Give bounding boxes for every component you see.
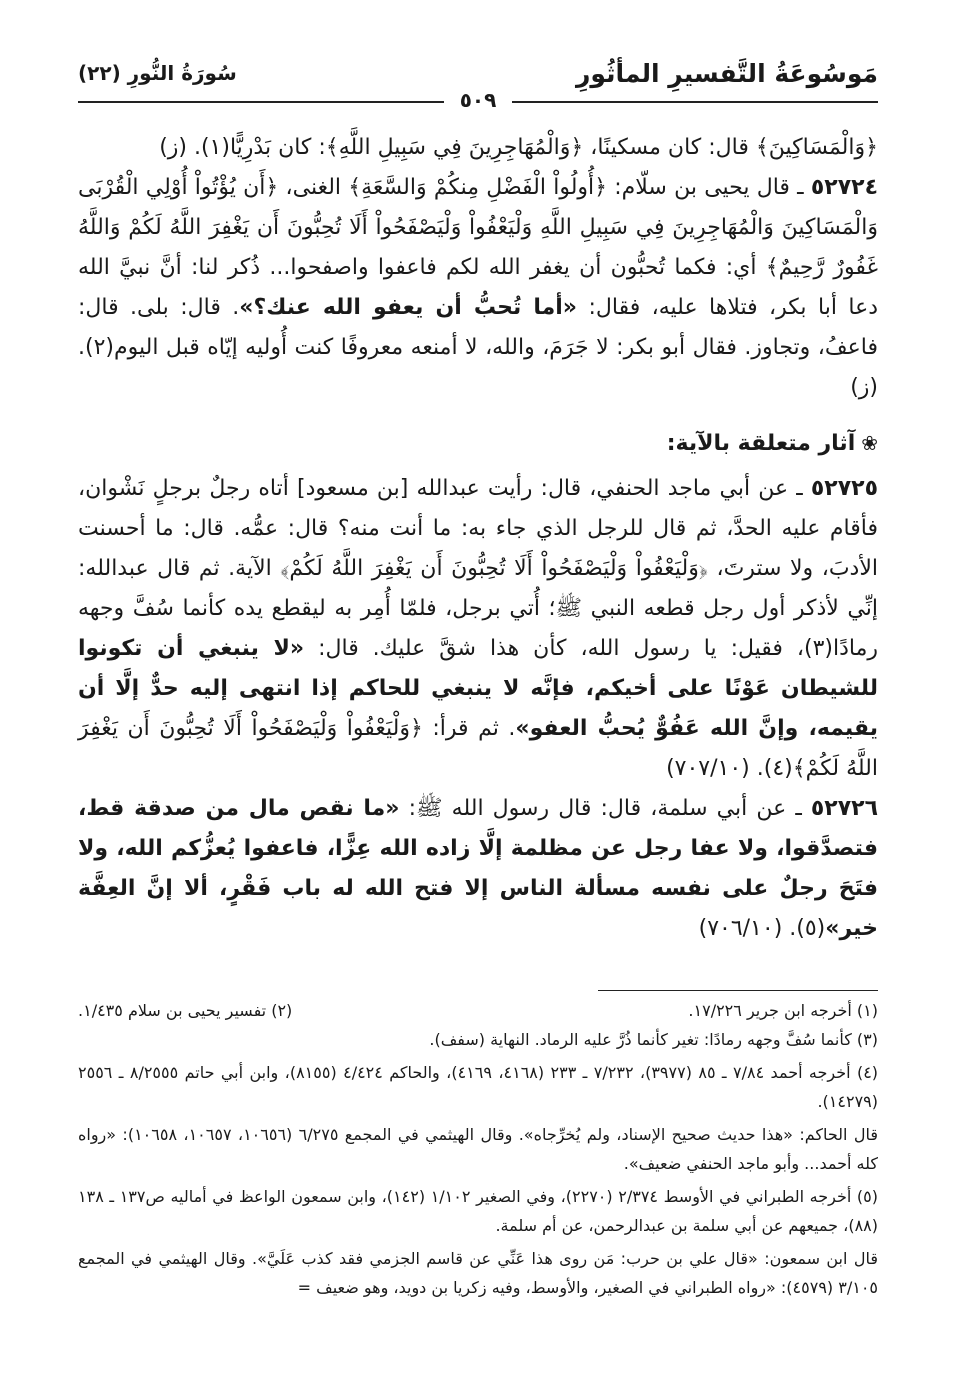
footnote-5: (٥) أخرجه الطبراني في الأوسط ٢/٣٧٤ (٢٢٧٠)، وفي الصغير ١/١٠٢ (١٤٢)، وابن سمعون الواعظ في أماليه ص١٣٧ ـ ١٣٨ (٨٨)، جميعهم عن أبي سلمة بن عبدالرحمن، عن أم سلمة.: [78, 1187, 879, 1235]
hadith-quote: «لا ينبغي أن تكونوا للشيطان عَوْنًا على أخيكم، فإنَّه لا ينبغي للحاكم إذا انتهى إليه حدٌّ إلَّا أن يقيمه، وإنَّ الله عَفُوٌّ يُحبُّ العفو»: [78, 636, 878, 741]
narration-text: ـ عن أبي سلمة، قال: قال رسول الله ﷺ:: [399, 796, 811, 821]
narration-text-end: . ثم قرأ: ﴿وَلْيَعْفُواْ وَلْيَصْفَحُواْ أَلَا تُحِبُّونَ أَن يَغْفِرَ اللَّهُ لَكُمْ﴾(٤). (٧٠٧/١٠): [78, 716, 878, 781]
main-text: [78, 128, 878, 949]
footnote-4: (٤) أخرجه أحمد ٧/٨٤ ـ ٨٥ (٣٩٧٧)، ٧/٢٣٢ ـ ٢٣٣ (٤١٦٨، ٤١٦٩)، والحاكم ٤/٤٢٤ (٨١٥٥)، وابن أبي حاتم ٨/٢٥٥٥ ـ ٢٥٥٦ (١٤٢٧٩).: [78, 1063, 879, 1111]
footnote-4-note: قال الحاكم: «هذا حديث صحيح الإسناد، ولم يُخرِّجاه». وقال الهيثمي في المجمع ٦/٢٧٥ (١٠٦٥٦، ١٠٦٥٧، ١٠٦٥٨): «رواه كله أحمد... وأبو ماجد الحنفي ضعيف».: [78, 1125, 879, 1173]
paragraph-1: ﴿وَالْمَسَاكِينَ﴾ قال: كان مسكينًا، ﴿وَالْمُهَاجِرِينَ فِي سَبِيلِ اللَّهِ﴾: كان بَدْرِيًّا(١). (ز): [159, 135, 878, 160]
surah-label: سُورَةُ النُّورِ (٢٢): [78, 61, 237, 85]
narration-text-end: (٥). (٧٠٦/١٠): [698, 916, 826, 941]
flower-icon: ❀: [861, 431, 878, 455]
paragraph-52725: [78, 469, 878, 789]
footnote-row-1-2: [78, 996, 878, 1025]
footnote-5-note: قال ابن سمعون: «قال علي بن حرب: مَن روى هذا عَنِّي عن قاسم الجزمي فقد كذب عَلَيَّ». وقال الهيثمي في المجمع ٣/١٠٥ (٤٥٧٩): «رواه الطبراني في الصغير، والأوسط، وفيه زكريا بن دويد، وهو ضعيف =: [78, 1249, 878, 1297]
footnote-rule: [598, 990, 878, 991]
footnote-3: (٣) كأنما سُفَّ وجهه رمادًا: تغير كأنما ذُرَّ عليه الرماد. النهاية (سفف).: [429, 1030, 878, 1049]
hadith-quote: «أما تُحبُّ أن يعفو الله عنك؟»: [239, 295, 578, 320]
page-number-wrap: [0, 88, 956, 112]
narration-text: ـ قال يحيى بن سلّام: ﴿أُولُواْ الْفَضْلِ مِنكُمْ وَالسَّعَةِ﴾ الغنى، ﴿أَن يُؤْتُواْ أُوْلِي الْقُرْبَى وَالْمَسَاكِينَ وَالْمُهَاجِرِينَ فِي سَبِيلِ اللَّهِ وَلْيَعْفُواْ وَلْيَصْفَحُواْ أَلَا تُحِبُّونَ أَن يَغْفِرَ اللَّهُ لَكُمْ وَاللَّهُ غَفُورٌ رَّحِيمٌ﴾ أي: فكما تُحبُّون أن يغفر الله لكم فاعفوا واصفحوا... ذُكر لنا: أنَّ نبيَّ الله دعا أبا بكر، فتلاها عليه، فقال:: [78, 175, 878, 320]
narration-number: ٥٢٧٢٦: [810, 796, 879, 821]
footnotes: [78, 996, 878, 1306]
page-number: ٥٠٩: [444, 88, 513, 112]
footnote-2: (٢) تفسير يحيى بن سلام ١/٤٣٥.: [78, 1001, 293, 1020]
narration-text-end: . قال: بلى. قال: فاعفُ، وتجاوز. فقال أبو بكر: لا جَرَمَ، والله، لا أمنعه معروفًا كنت أُوليه إيّاه قبل اليوم(٢). (ز): [78, 295, 878, 400]
hadith-quote: «ما نقص مال من صدقة قط، فتصدَّقوا، ولا عفا رجل عن مظلمة إلَّا زاده الله عِزًّا، فاعفوا يُعزُّكم الله، ولا فتَحَ رجلٌ على نفسه مسألة الناس إلا فتح الله له باب فَقْرٍ، ألا إنَّ العِفَّة خير»: [78, 796, 878, 941]
narration-text: ـ عن أبي ماجد الحنفي، قال: رأيت عبدالله [بن مسعود] أتاه رجلٌ برجلٍ نَشْوان، فأقام عليه الحدَّ، ثم قال للرجل الذي جاء به: ما أنت منه؟ قال: عمُّه. قال: ما أحسنت الأدبَ، ولا سترتَ، ﴿وَلْيَعْفُواْ وَلْيَصْفَحُواْ أَلَا تُحِبُّونَ أَن يَغْفِرَ اللَّهُ لَكُمْ﴾ الآية. ثم قال عبدالله: إنِّي لأذكر أول رجل قطعه النبي ﷺ؛ أُتي برجل، فلمّا أُمِر به ليقطع يده كأنما سُفَّ وجهه رمادًا(٣)، فقيل: يا رسول الله، كأن هذا شقَّ عليك. قال:: [78, 476, 879, 661]
footnote-1: (١) أخرجه ابن جرير ١٧/٢٢٦.: [688, 1001, 878, 1020]
narration-number: ٥٢٧٢٤: [810, 175, 878, 200]
paragraph-52726: [78, 789, 878, 949]
narration-number: ٥٢٧٢٥: [810, 476, 878, 501]
section-heading: [78, 422, 878, 465]
section-heading-text: آثار متعلقة بالآية:: [666, 431, 856, 456]
book-title: مَوسُوعَةُ التَّفسيرِ المأثُورِ: [576, 59, 878, 88]
paragraph-52724: [78, 168, 878, 408]
